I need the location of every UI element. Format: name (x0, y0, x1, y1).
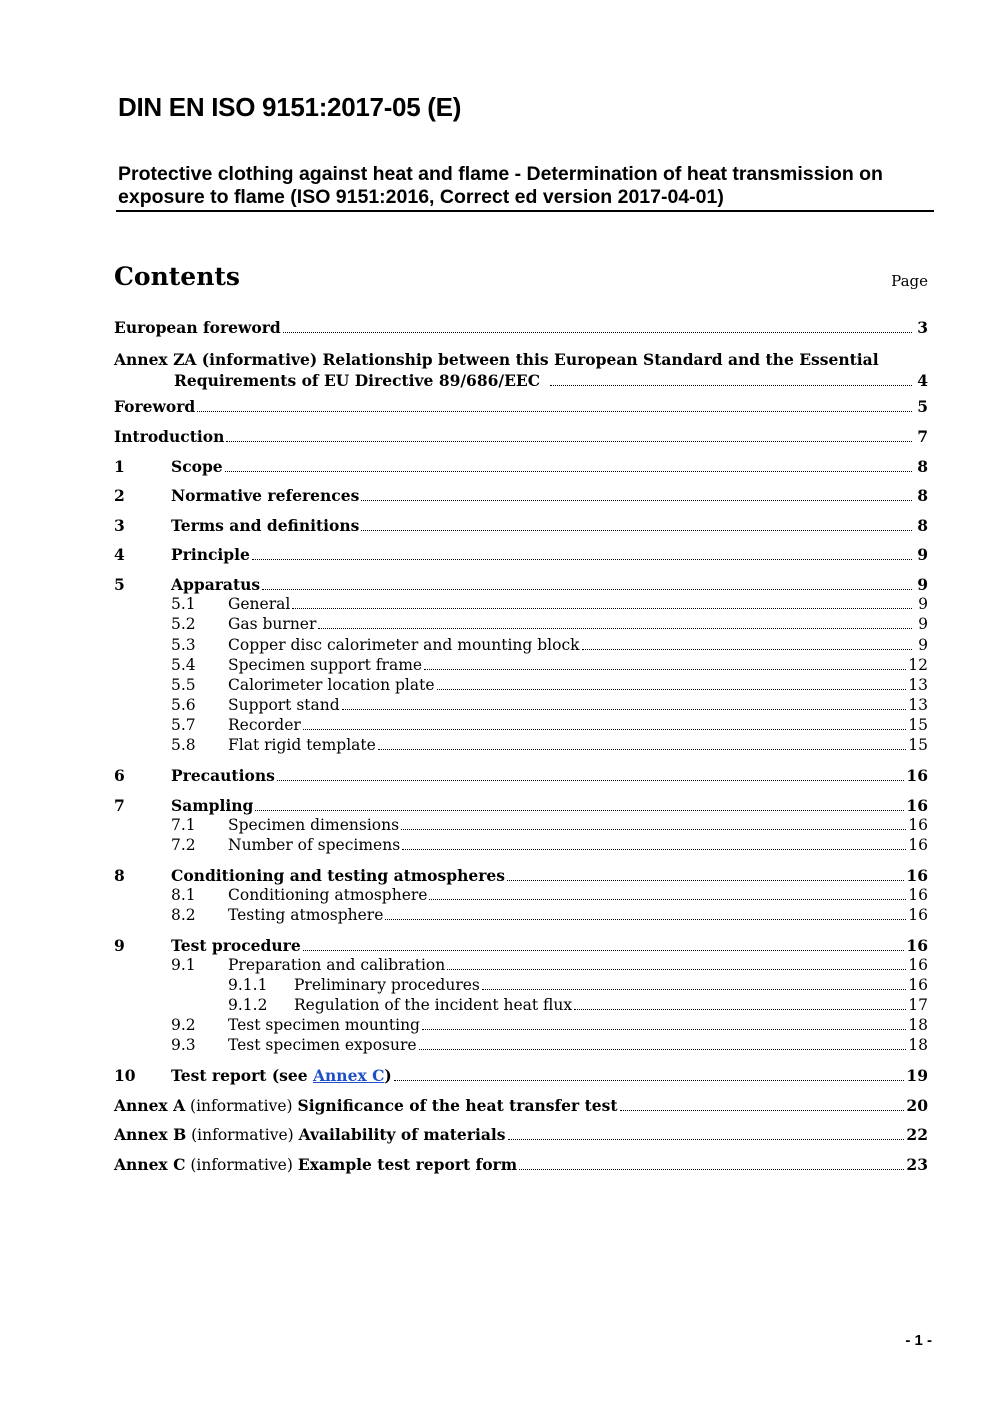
toc-entry-principle[interactable]: 4 Principle 9 (114, 545, 928, 564)
contents-heading: Contents (114, 262, 241, 291)
dot-leader (378, 749, 906, 750)
toc-entry-5-6[interactable]: 5.6 Support stand 13 (171, 696, 928, 714)
dot-leader (447, 969, 906, 970)
dot-leader (419, 1049, 907, 1050)
toc-entry-scope[interactable]: 1 Scope 8 (114, 457, 928, 476)
page-number: - 1 - (905, 1332, 932, 1349)
toc-entry-5-7[interactable]: 5.7 Recorder 15 (171, 716, 928, 734)
document-title: DIN EN ISO 9151:2017-05 (E) (118, 92, 462, 122)
dot-leader (361, 500, 912, 501)
toc-entry-annex-b[interactable]: Annex B (informative) Availability of materials 22 (114, 1125, 928, 1144)
toc-entry-annex-za-line1[interactable]: Annex ZA (informative) Relationship between this European Standard and the Essential (114, 350, 879, 369)
toc-entry-5-8[interactable]: 5.8 Flat rigid template 15 (171, 736, 928, 754)
dot-leader (252, 559, 912, 560)
toc-entry-8-1[interactable]: 8.1 Conditioning atmosphere 16 (171, 886, 928, 904)
toc-entry-european-foreword[interactable]: European foreword 3 (114, 318, 928, 337)
dot-leader (574, 1009, 906, 1010)
toc-entry-8-2[interactable]: 8.2 Testing atmosphere 16 (171, 906, 928, 924)
dot-leader (437, 689, 907, 690)
dot-leader (197, 411, 912, 412)
toc-entry-test-procedure[interactable]: 9 Test procedure 16 (114, 936, 928, 955)
toc-entry-terms-and-definitions[interactable]: 3 Terms and definitions 8 (114, 516, 928, 535)
dot-leader (283, 332, 912, 333)
toc-entry-normative-references[interactable]: 2 Normative references 8 (114, 486, 928, 505)
toc-entry-5-5[interactable]: 5.5 Calorimeter location plate 13 (171, 676, 928, 694)
toc-entry-9-1-1[interactable]: 9.1.1 Preliminary procedures 16 (228, 976, 928, 994)
toc-entry-5-2[interactable]: 5.2 Gas burner 9 (171, 615, 928, 633)
dot-leader (508, 1139, 905, 1140)
title-rule (116, 210, 934, 212)
dot-leader (385, 919, 906, 920)
dot-leader (394, 1080, 905, 1081)
dot-leader (550, 385, 912, 386)
toc-entry-9-3[interactable]: 9.3 Test specimen exposure 18 (171, 1036, 928, 1054)
annex-c-link[interactable]: Annex C (313, 1066, 385, 1085)
toc-entry-5-3[interactable]: 5.3 Copper disc calorimeter and mounting block 9 (171, 636, 928, 654)
toc-entry-introduction[interactable]: Introduction 7 (114, 427, 928, 446)
toc-entry-9-2[interactable]: 9.2 Test specimen mounting 18 (171, 1016, 928, 1034)
dot-leader (262, 589, 912, 590)
dot-leader (429, 899, 906, 900)
dot-leader (225, 471, 912, 472)
dot-leader (292, 608, 912, 609)
dot-leader (277, 780, 905, 781)
toc-entry-9-1-2[interactable]: 9.1.2 Regulation of the incident heat flux 17 (228, 996, 928, 1014)
dot-leader (401, 829, 906, 830)
dot-leader (402, 849, 906, 850)
toc-entry-5-1[interactable]: 5.1 General 9 (171, 595, 928, 613)
dot-leader (361, 530, 912, 531)
toc-entry-annex-c[interactable]: Annex C (informative) Example test report form 23 (114, 1155, 928, 1174)
toc-entry-9-1[interactable]: 9.1 Preparation and calibration 16 (171, 956, 928, 974)
dot-leader (342, 709, 907, 710)
dot-leader (482, 989, 906, 990)
dot-leader (507, 880, 904, 881)
dot-leader (519, 1169, 904, 1170)
dot-leader (303, 950, 905, 951)
toc-entry-annex-za[interactable]: Requirements of EU Directive 89/686/EEC 4 (174, 371, 928, 390)
dot-leader (424, 669, 906, 670)
toc-entry-annex-a[interactable]: Annex A (informative) Significance of the heat transfer test 20 (114, 1096, 928, 1115)
dot-leader (303, 729, 906, 730)
toc-entry-7-2[interactable]: 7.2 Number of specimens 16 (171, 836, 928, 854)
dot-leader (226, 441, 912, 442)
dot-leader (620, 1110, 905, 1111)
toc-entry-sampling[interactable]: 7 Sampling 16 (114, 796, 928, 815)
toc-entry-apparatus[interactable]: 5 Apparatus 9 (114, 575, 928, 594)
toc-entry-7-1[interactable]: 7.1 Specimen dimensions 16 (171, 816, 928, 834)
page-column-label: Page (891, 272, 928, 290)
dot-leader (582, 649, 912, 650)
dot-leader (422, 1029, 906, 1030)
toc-entry-test-report[interactable]: 10 Test report (see Annex C) 19 (114, 1066, 928, 1085)
toc-entry-conditioning[interactable]: 8 Conditioning and testing atmospheres 16 (114, 866, 928, 885)
toc-entry-precautions[interactable]: 6 Precautions 16 (114, 766, 928, 785)
dot-leader (318, 628, 912, 629)
document-subtitle: Protective clothing against heat and flame - Determination of heat transmission on exposure to flame (ISO 9151:2016, Correct ed version 2017-04-01) (118, 163, 883, 208)
toc-entry-5-4[interactable]: 5.4 Specimen support frame 12 (171, 656, 928, 674)
toc-entry-foreword[interactable]: Foreword 5 (114, 397, 928, 416)
dot-leader (255, 810, 904, 811)
